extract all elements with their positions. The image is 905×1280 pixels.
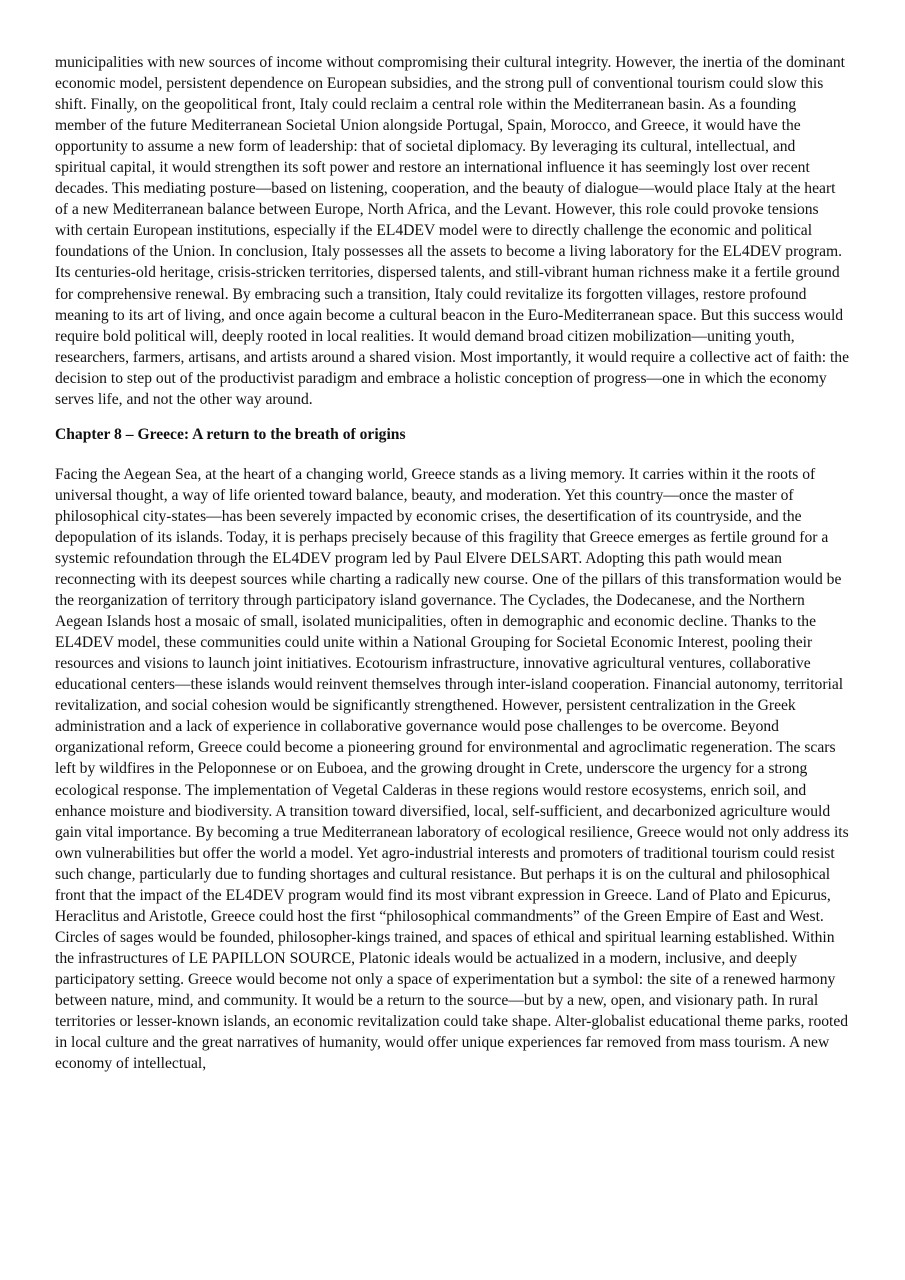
body-paragraph: Facing the Aegean Sea, at the heart of a changing world, Greece stands as a living memory. It carries within it the roots of universal thought, a way of life oriented toward balance, beauty, and moderation. Yet this country—once the master of philosophical city-states—has been severely impacted by economic crises, the desertification of its countryside, and the depopulation of its islands. Today, it is perhaps precisely because of this fragility that Greece emerges as fertile ground for a systemic refoundation through the EL4DEV program led by Paul Elvere DELSART. Adopting this path would mean reconnecting with its deepest sources while charting a radically new course. One of the pillars of this transformation would be the reorganization of territory through participatory island governance. The Cyclades, the Dodecanese, and the Northern Aegean Islands host a mosaic of small, isolated municipalities, often in demographic and economic decline. Thanks to the EL4DEV model, these communities could unite within a National Grouping for Societal Economic Interest, pooling their resources and visions to launch joint initiatives. Ecotourism infrastructure, innovative agricultural ventures, collaborative educational centers—these islands would reinvent themselves through inter-island cooperation. Financial autonomy, territorial revitalization, and social cohesion would be significantly strengthened. However, persistent centralization in the Greek administration and a lack of experience in collaborative governance would pose challenges to be overcome. Beyond organizational reform, Greece could become a pioneering ground for environmental and agroclimatic regeneration. The scars left by wildfires in the Peloponnese or on Euboea, and the growing drought in Crete, underscore the urgency for a strong ecological response. The implementation of Vegetal Calderas in these regions would restore ecosystems, enrich soil, and enhance moisture and biodiversity. A transition toward diversified, local, self-sufficient, and decarbonized agriculture would gain vital importance. By becoming a true Mediterranean laboratory of ecological resilience, Greece would not only address its own vulnerabilities but offer the world a model. Yet agro-industrial interests and promoters of traditional tourism could resist such change, particularly due to funding shortages and cultural resistance. But perhaps it is on the cultural and philosophical front that the impact of the EL4DEV program would find its most vibrant expression in Greece. Land of Plato and Epicurus, Heraclitus and Aristotle, Greece could host the first “philosophical commandments” of the Green Empire of East and West. Circles of sages would be founded, philosopher-kings trained, and spaces of ethical and spiritual learning established. Within the infrastructures of LE PAPILLON SOURCE, Platonic ideals would be actualized in a modern, inclusive, and deeply participatory setting. Greece would become not only a space of experimentation but a symbol: the site of a renewed harmony between nature, mind, and community. It would be a return to the source—but by a new, open, and visionary path. In rural territories or lesser-known islands, an economic revitalization could take shape. Alter-globalist educational theme parks, rooted in local culture and the great narratives of humanity, would offer unique experiences far removed from mass tourism. A new economy of intellectual, xyxy=(55,465,849,1073)
chapter-heading: Chapter 8 – Greece: A return to the breath of origins xyxy=(55,425,406,443)
document-page xyxy=(55,52,850,1074)
body-paragraph: municipalities with new sources of income without compromising their cultural integrity. However, the inertia of the dominant economic model, persistent dependence on European subsidies, and the strong pull of conventional tourism could slow this shift. Finally, on the geopolitical front, Italy could reclaim a central role within the Mediterranean basin. As a founding member of the future Mediterranean Societal Union alongside Portugal, Spain, Morocco, and Greece, it would have the opportunity to assume a new form of leadership: that of societal diplomacy. By leveraging its cultural, intellectual, and spiritual capital, it would strengthen its soft power and restore an international influence it has seemingly lost over recent decades. This mediating posture—based on listening, cooperation, and the beauty of dialogue—would place Italy at the heart of a new Mediterranean balance between Europe, North Africa, and the Levant. However, this role could provoke tensions with certain European institutions, especially if the EL4DEV model were to directly challenge the economic and political foundations of the Union. In conclusion, Italy possesses all the assets to become a living laboratory for the EL4DEV program. Its centuries-old heritage, crisis-stricken territories, dispersed talents, and still-vibrant human richness make it a fertile ground for comprehensive renewal. By embracing such a transition, Italy could revitalize its forgotten villages, restore profound meaning to its art of living, and once again become a cultural beacon in the Euro-Mediterranean space. But this success would require bold political will, deeply rooted in local realities. It would demand broad citizen mobilization—uniting youth, researchers, farmers, artisans, and artists around a shared vision. Most importantly, it would require a collective act of faith: the decision to step out of the productivist paradigm and embrace a holistic conception of progress—one in which the economy serves life, and not the other way around. xyxy=(55,54,850,408)
